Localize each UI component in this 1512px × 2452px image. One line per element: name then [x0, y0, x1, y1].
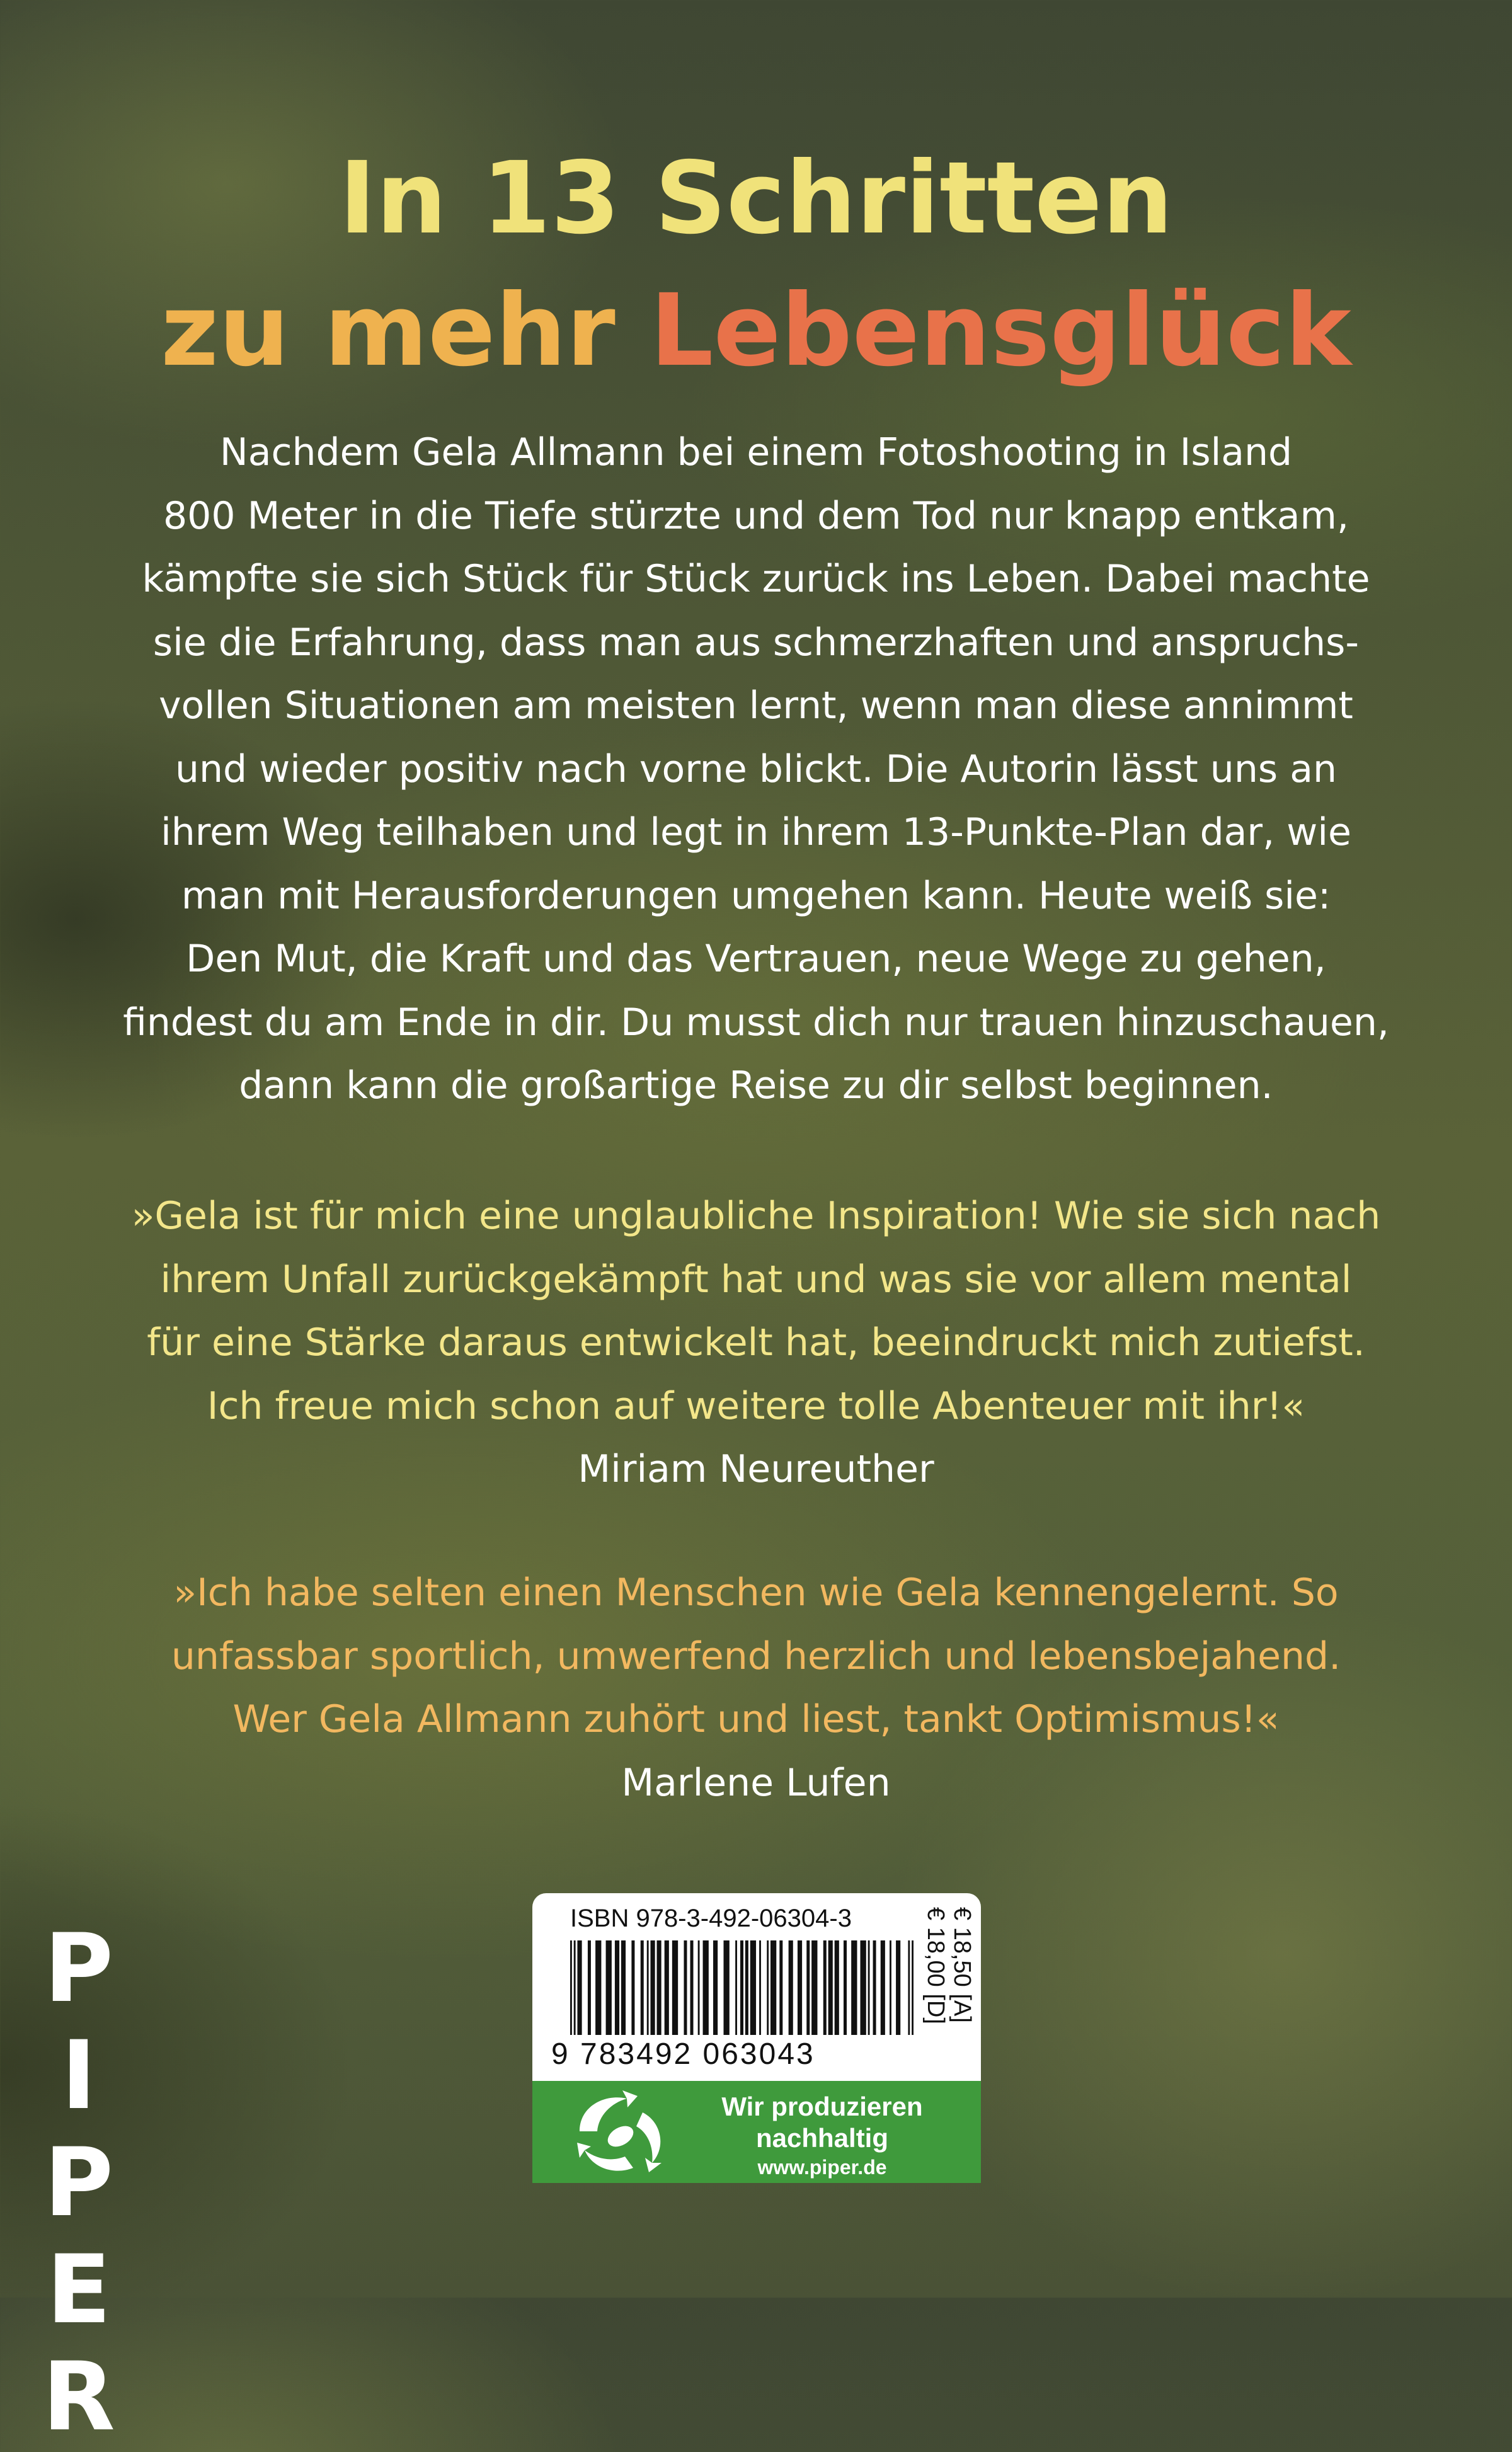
logo-letter: R	[42, 2342, 115, 2452]
blurb-line: man mit Herausforderungen umgehen kann. Heute weiß sie:	[181, 873, 1331, 918]
logo-letter: E	[46, 2235, 112, 2345]
barcode-bar	[873, 1940, 876, 2035]
isbn-number: ISBN 978-3-492-06304-3	[570, 1905, 852, 1932]
barcode-bar	[890, 1940, 891, 2035]
quote-author: Marlene Lufen	[621, 1760, 891, 1805]
barcode-bar	[759, 1940, 761, 2035]
barcode-bar	[740, 1940, 743, 2035]
headline-lebensglueck: Lebensglück	[650, 273, 1351, 389]
headline	[0, 132, 1512, 397]
ean-digits: 9 783492 063043	[551, 2037, 815, 2071]
logo-letter: P	[44, 1914, 113, 2024]
barcode-bar	[767, 1940, 769, 2035]
barcode-bar	[570, 1940, 572, 2035]
barcode-bar	[811, 1940, 817, 2035]
blurb-line: Nachdem Gela Allmann bei einem Fotoshooting in Island	[219, 430, 1293, 474]
price-austria: € 18,50 [A]	[949, 1907, 975, 2023]
quote-line: Ich freue mich schon auf weitere tolle Abenteuer mit ihr!«	[207, 1384, 1305, 1428]
blurb-line: ihrem Weg teilhaben und legt in ihrem 13-Punkte-Plan dar, wie	[161, 810, 1351, 854]
quote-line: »Ich habe selten einen Menschen wie Gela kennengelernt. So	[173, 1571, 1339, 1615]
headline-line-1: In 13 Schritten	[339, 140, 1173, 256]
recycle-leaves-icon	[567, 2087, 674, 2179]
barcode-bar	[724, 1940, 730, 2035]
barcode-bar	[588, 1940, 591, 2035]
barcode-bar	[650, 1940, 655, 2035]
barcode-bar	[698, 1940, 700, 2035]
barcode-bar	[798, 1940, 802, 2035]
logo-letter: I	[61, 2021, 96, 2131]
barcode-label	[532, 1893, 981, 2183]
publisher-url[interactable]: www.piper.de	[757, 2156, 887, 2179]
blurb-line: findest du am Ende in dir. Du musst dich nur trauen hinzuschauen,	[123, 1000, 1389, 1045]
barcode-bar	[750, 1940, 756, 2035]
quote-author: Miriam Neureuther	[578, 1447, 934, 1491]
quote-line: für eine Stärke daraus entwickelt hat, beeindruckt mich zutiefst.	[147, 1321, 1365, 1365]
price-block	[914, 1907, 976, 2071]
barcode-bar	[615, 1940, 619, 2035]
blurb-line: dann kann die großartige Reise zu dir selbst beginnen.	[239, 1063, 1273, 1108]
barcode-bar	[595, 1940, 601, 2035]
blurb-text	[94, 421, 1418, 1118]
barcode-bar	[621, 1940, 626, 2035]
barcode-bar	[851, 1940, 857, 2035]
blurb-line: und wieder positiv nach vorne blickt. Die Autorin lässt uns an	[175, 747, 1337, 791]
barcode-bar	[770, 1940, 776, 2035]
barcode-bar	[779, 1940, 782, 2035]
blurb-line: 800 Meter in die Tiefe stürzte und dem Tod nur knapp entkam,	[163, 493, 1349, 538]
headline-zu-mehr: zu mehr	[161, 273, 616, 389]
quote-line: Wer Gela Allmann zuhört und liest, tankt Optimismus!«	[232, 1697, 1280, 1741]
barcode-bar	[574, 1940, 576, 2035]
barcode-bar	[690, 1940, 694, 2035]
barcode-bar	[703, 1940, 709, 2035]
barcode-bar	[735, 1940, 737, 2035]
eco-line-2: nachhaltig	[755, 2123, 889, 2153]
blurb-line: kämpfte sie sich Stück für Stück zurück ins Leben. Dabei machte	[142, 557, 1370, 601]
publisher-logo	[38, 1915, 120, 2451]
barcode-bar	[896, 1940, 900, 2035]
barcode-bar	[641, 1940, 644, 2035]
barcode-bar	[657, 1940, 662, 2035]
barcode-bar	[868, 1940, 870, 2035]
barcode-bar	[823, 1940, 827, 2035]
barcode-bar	[835, 1940, 839, 2035]
barcode-bar	[881, 1940, 885, 2035]
barcode-bar	[789, 1940, 793, 2035]
quote-line: »Gela ist für mich eine unglaubliche Inspiration! Wie sie sich nach	[131, 1194, 1381, 1238]
blurb-line: vollen Situationen am meisten lernt, wenn man diese annimmt	[159, 684, 1353, 728]
barcode-bar	[745, 1940, 748, 2035]
blurb-line: sie die Erfahrung, dass man aus schmerzhaften und anspruchs-	[152, 620, 1360, 665]
blurb-line: Den Mut, die Kraft und das Vertrauen, neue Wege zu gehen,	[186, 937, 1326, 981]
barcode-bar	[606, 1940, 612, 2035]
barcode-bar	[672, 1940, 678, 2035]
barcode-bar	[828, 1940, 833, 2035]
barcode-bar	[908, 1940, 910, 2035]
quote-line: unfassbar sportlich, umwerfend herzlich und lebensbejahend.	[171, 1634, 1341, 1678]
eco-banner	[532, 2081, 981, 2183]
price-germany: € 18,00 [D]	[922, 1907, 949, 2024]
barcode-bar	[860, 1940, 866, 2035]
barcode-bar	[577, 1940, 581, 2035]
headline-line-2	[0, 265, 1512, 397]
barcode-bar	[647, 1940, 649, 2035]
eco-line-1: Wir produzieren	[721, 2092, 923, 2121]
eco-text	[674, 2091, 970, 2180]
barcode-bar	[665, 1940, 669, 2035]
barcode-bar	[713, 1940, 718, 2035]
quote-line: ihrem Unfall zurückgekämpft hat und was sie vor allem mental	[160, 1257, 1352, 1302]
barcode-bar	[844, 1940, 847, 2035]
logo-letter: P	[44, 2128, 113, 2238]
barcode-bar	[684, 1940, 687, 2035]
barcode-bars	[570, 1940, 914, 2035]
testimonial-2	[63, 1561, 1449, 1814]
barcode-bar	[631, 1940, 634, 2035]
barcode-bar	[806, 1940, 810, 2035]
testimonial-1	[63, 1184, 1449, 1501]
